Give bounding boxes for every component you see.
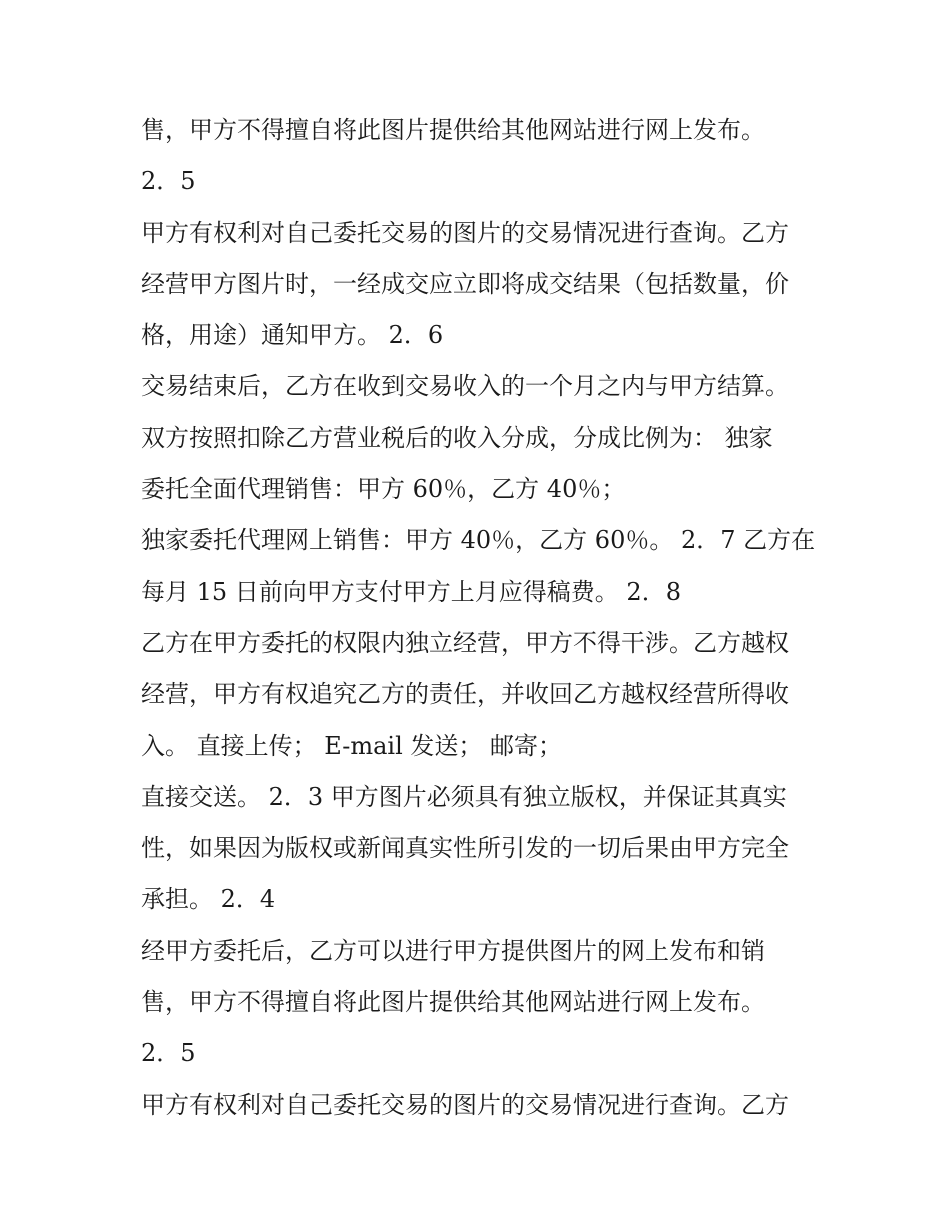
text-line: 入。 直接上传； E-mail 发送； 邮寄； [141,731,563,760]
text-line: 2．5 [141,167,196,196]
text-line: 乙方在甲方委托的权限内独立经营，甲方不得干涉。乙方越权 [141,628,789,657]
text-line: 2．5 [141,1039,196,1068]
text-line: 承担。 2．4 [141,885,276,914]
text-line: 双方按照扣除乙方营业税后的收入分成，分成比例为： 独家 [141,423,773,452]
text-line: 格，用途）通知甲方。 2．6 [141,321,444,350]
text-line: 性，如果因为版权或新闻真实性所引发的一切后果由甲方完全 [141,834,789,863]
text-line: 甲方有权利对自己委托交易的图片的交易情况进行查询。乙方 [141,1090,789,1119]
text-line: 售，甲方不得擅自将此图片提供给其他网站进行网上发布。 [141,988,765,1017]
text-line: 经营甲方图片时，一经成交应立即将成交结果（包括数量，价 [141,269,789,298]
text-line: 委托全面代理销售：甲方 60％，乙方 40％； [141,475,626,504]
text-line: 独家委托代理网上销售：甲方 40％，乙方 60％。 2．7 乙方在 [141,526,816,555]
text-line: 经甲方委托后，乙方可以进行甲方提供图片的网上发布和销 [141,936,765,965]
document-body [141,105,831,1131]
text-line: 直接交送。 2．3 甲方图片必须具有独立版权，并保证其真实 [141,782,787,811]
text-line: 经营，甲方有权追究乙方的责任，并收回乙方越权经营所得收 [141,680,789,709]
text-line: 每月 15 日前向甲方支付甲方上月应得稿费。 2．8 [141,577,681,606]
text-line: 售，甲方不得擅自将此图片提供给其他网站进行网上发布。 [141,116,765,144]
text-line: 交易结束后，乙方在收到交易收入的一个月之内与甲方结算。 [141,372,789,401]
text-line: 甲方有权利对自己委托交易的图片的交易情况进行查询。乙方 [141,218,789,247]
